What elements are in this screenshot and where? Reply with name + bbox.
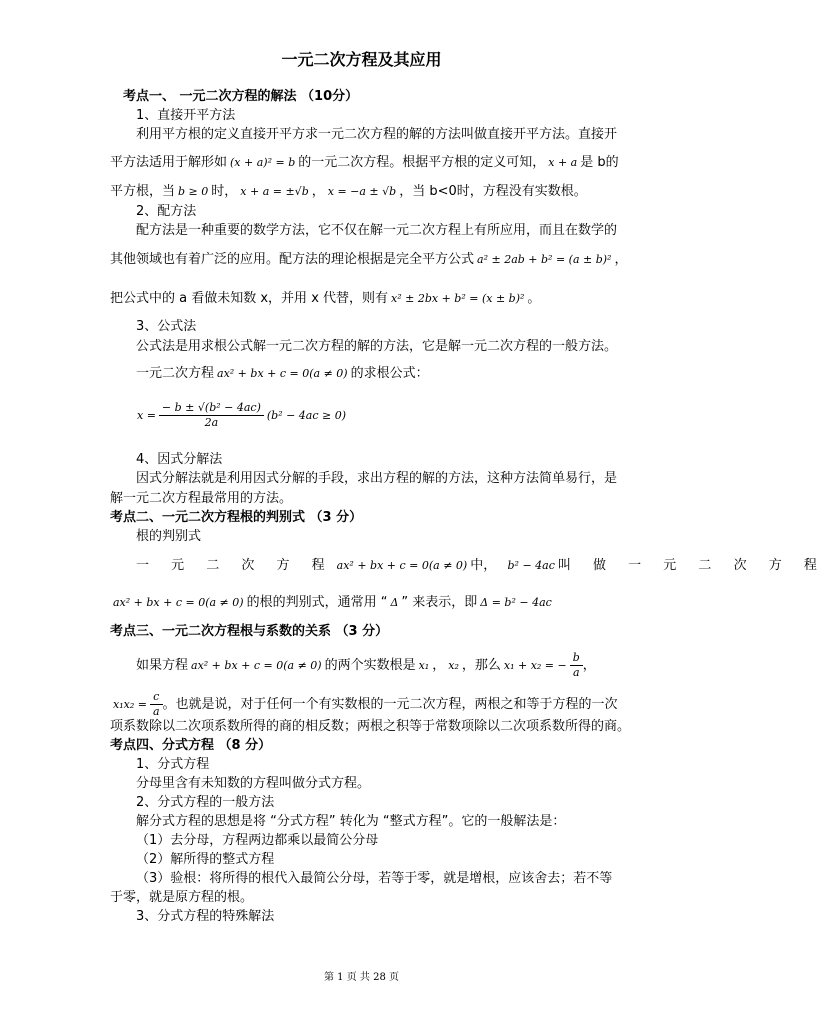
step-item: （2）解所得的整式方程 — [136, 852, 275, 867]
formula-fraction — [159, 401, 264, 430]
formula: x₁ — [418, 659, 430, 672]
page-footer: 第 1 页 共 28 页 — [324, 972, 399, 983]
paragraph-line: 配方法是一种重要的数学方法，它不仅在解一元二次方程上有所应用，而且在数学的 — [136, 223, 618, 238]
paragraph-line — [110, 154, 619, 172]
formula: Δ — [390, 596, 399, 609]
text: ， — [582, 658, 596, 673]
step-item-continued: 于零，就是原方程的根。 — [110, 890, 254, 905]
formula: x = — [137, 409, 156, 422]
text: 。 — [527, 291, 541, 306]
text: ” 来表示，即 — [401, 595, 478, 610]
quadratic-formula — [134, 401, 349, 430]
text: ，那么 — [461, 658, 501, 673]
paragraph-line — [110, 690, 618, 719]
paragraph-line — [110, 183, 587, 201]
text: ， — [432, 658, 446, 673]
formula-fraction — [150, 690, 163, 719]
text: ， — [614, 252, 628, 267]
fraction-denominator: a — [152, 705, 160, 718]
text: 。也就是说，对于任何一个有实数根的一元二次方程，两根之和等于方程的一次 — [162, 697, 618, 712]
paragraph-line: 公式法是用求根公式解一元二次方程的解的方法，它是解一元二次方程的一般方法。 — [136, 339, 618, 354]
formula: b ≥ 0 — [178, 185, 209, 198]
paragraph-line — [110, 594, 555, 612]
paragraph-line: 因式分解法就是利用因式分解的手段，求出方程的解的方法，这种方法简单易行，是 — [136, 471, 618, 486]
formula: x² ± 2bx + b² = (x ± b)² — [391, 292, 525, 305]
text: 一元二次方程 — [136, 366, 215, 381]
page-title: 一元二次方程及其应用 — [281, 50, 442, 69]
subheading-fractional-equation: 1、分式方程 — [136, 757, 210, 772]
formula: x + a = ±√b — [240, 185, 309, 198]
formula: Δ = b² − 4ac — [480, 596, 552, 609]
formula: (x + a)² = b — [230, 156, 296, 169]
section-3-heading: 考点三、一元二次方程根与系数的关系 （3 分） — [110, 624, 389, 639]
subheading-general-method: 2、分式方程的一般方法 — [136, 795, 275, 810]
text: 平方根，当 — [110, 184, 176, 199]
text: 的一元二次方程。根据平方根的定义可知， — [298, 155, 546, 170]
text: 的两个实数根是 — [324, 658, 416, 673]
formula: b² − 4ac — [507, 559, 555, 572]
text: 其他领域也有着广泛的应用。配方法的理论根据是完全平方公式 — [110, 252, 475, 267]
subheading-direct-root: 1、直接开平方法 — [136, 108, 236, 123]
formula: ax² + bx + c = 0(a ≠ 0) — [113, 596, 244, 609]
fraction-denominator: 2a — [204, 416, 219, 429]
paragraph-line: 分母里含有未知数的方程叫做分式方程。 — [136, 776, 371, 791]
paragraph-line — [136, 651, 596, 680]
text: ， — [311, 184, 325, 199]
formula-fraction — [570, 651, 583, 680]
paragraph-line — [110, 290, 540, 308]
fraction-numerator: − b ± √(b² − 4ac) — [159, 401, 264, 416]
formula: x = −a ± √b — [327, 185, 397, 198]
formula: x₁x₂ = — [113, 698, 147, 711]
fraction-numerator: c — [150, 690, 163, 705]
fraction-denominator: a — [572, 666, 580, 679]
subheading-special-methods: 3、分式方程的特殊解法 — [136, 909, 275, 924]
text: 一 元 二 次 方 程 — [136, 558, 334, 573]
text: ，当 b<0时，方程没有实数根。 — [399, 184, 587, 199]
subheading-discriminant: 根的判别式 — [136, 529, 202, 544]
text: 的求根公式： — [350, 366, 429, 381]
formula: x + a — [548, 156, 578, 169]
text: 如果方程 — [136, 658, 189, 673]
step-item: （1）去分母，方程两边都乘以最简公分母 — [136, 833, 379, 848]
section-1-heading: 考点一、 一元二次方程的解法 （10分） — [123, 89, 359, 104]
paragraph-line: 解一元二次方程最常用的方法。 — [110, 491, 293, 506]
paragraph-line: 利用平方根的定义直接开平方求一元二次方程的解的方法叫做直接开平方法。直接开 — [136, 127, 618, 142]
text: 叫 做 一 元 二 次 方 程 — [557, 558, 826, 573]
text: 是 b的 — [580, 155, 619, 170]
text: 把公式中的 a 看做未知数 x，并用 x 代替，则有 — [110, 291, 389, 306]
text: 平方法适用于解形如 — [110, 155, 228, 170]
formula: ax² + bx + c = 0(a ≠ 0) — [336, 559, 468, 572]
section-2-heading: 考点二、一元二次方程根的判别式 （3 分） — [110, 510, 363, 525]
text: 时， — [211, 184, 238, 199]
subheading-completing-square: 2、配方法 — [136, 204, 197, 219]
paragraph-line: 解分式方程的思想是将 “分式方程” 转化为 “整式方程”。它的一般解法是： — [136, 814, 566, 829]
formula: ax² + bx + c = 0(a ≠ 0) — [191, 659, 322, 672]
paragraph-line — [136, 557, 826, 575]
paragraph-line — [110, 251, 627, 269]
text: 的根的判别式，通常用 “ — [246, 595, 388, 610]
fraction-numerator: b — [570, 651, 583, 666]
formula: ax² + bx + c = 0(a ≠ 0) — [217, 367, 348, 380]
step-item: （3）验根：将所得的根代入最简公分母，若等于零，就是增根，应该舍去；若不等 — [136, 871, 613, 886]
paragraph-line — [136, 365, 429, 383]
section-4-heading: 考点四、分式方程 （8 分） — [110, 738, 272, 753]
text: 中， — [470, 558, 497, 573]
formula: (b² − 4ac ≥ 0) — [266, 409, 347, 422]
formula: a² ± 2ab + b² = (a ± b)² — [477, 253, 612, 266]
subheading-formula-method: 3、公式法 — [136, 319, 197, 334]
formula: x₂ — [448, 659, 459, 672]
subheading-factorization: 4、因式分解法 — [136, 452, 223, 467]
formula: x₁ + x₂ = − — [503, 659, 567, 672]
paragraph-line: 项系数除以二次项系数所得的商的相反数；两根之积等于常数项除以二次项系数所得的商。 — [110, 719, 631, 734]
